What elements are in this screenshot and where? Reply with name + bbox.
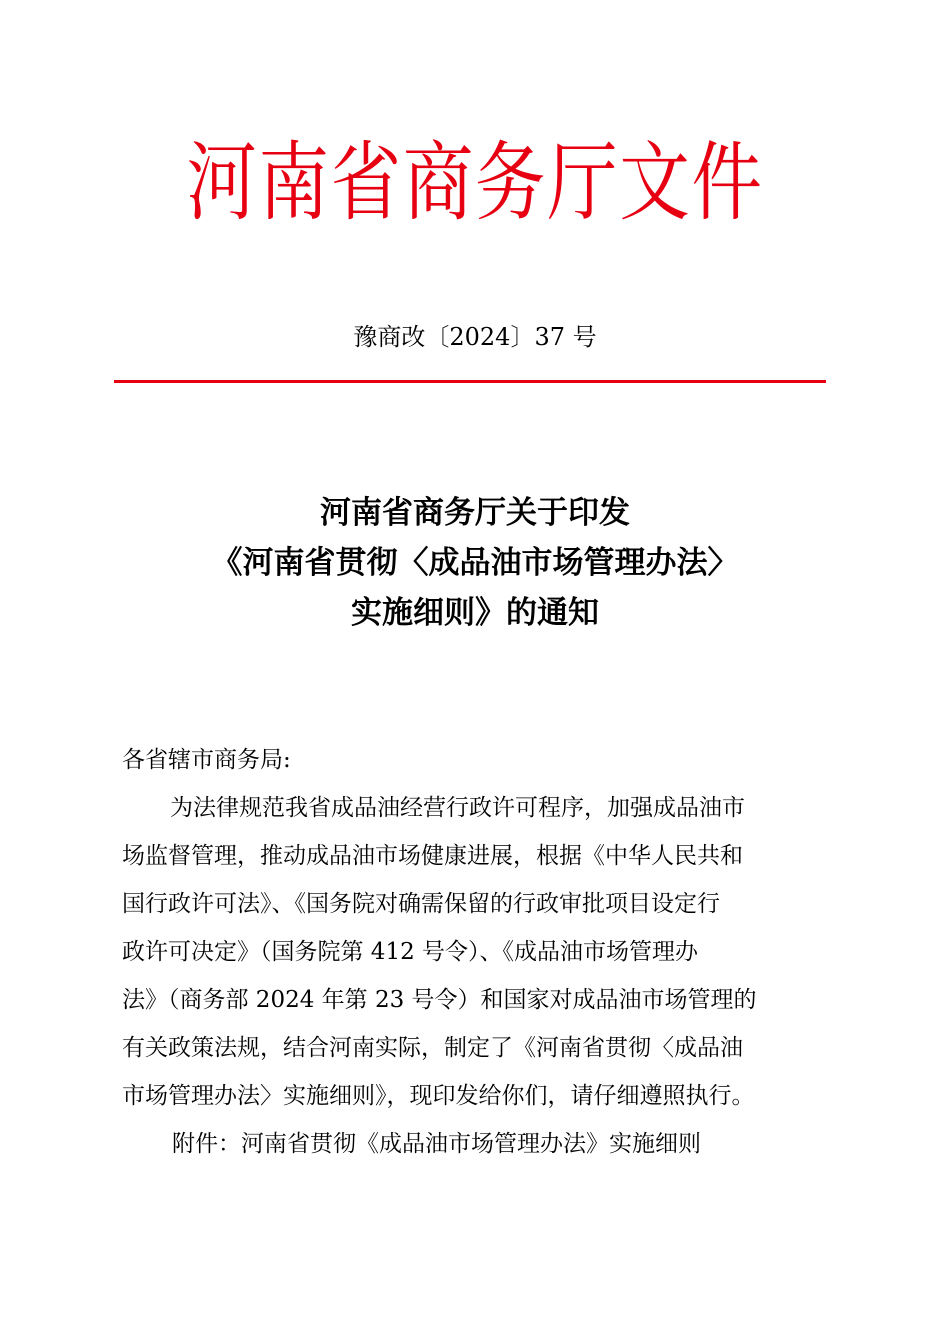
red-divider-rule <box>114 380 826 383</box>
title-line-3: 实施细则》的通知 <box>351 595 599 631</box>
title-line-2: 《河南省贯彻〈成品油市场管理办法〉 <box>211 545 739 581</box>
paragraph-line: 场监督管理，推动成品油市场健康进展，根据《中华人民共和 <box>122 843 743 869</box>
main-paragraph <box>122 784 832 1120</box>
salutation: 各省辖市商务局: <box>122 747 291 773</box>
notice-body <box>122 736 832 1168</box>
paragraph-line: 市场管理办法〉实施细则》，现印发给你们，请仔细遵照执行。 <box>122 1083 755 1109</box>
masthead-title: 河南省商务厅文件 <box>186 133 764 233</box>
paragraph-line: 政许可决定》（国务院第 412 号令）、《成品油市场管理办 <box>122 939 699 965</box>
document-number: 豫商改〔2024〕37 号 <box>353 323 597 351</box>
paragraph-line: 为法律规范我省成品油经营行政许可程序，加强成品油市 <box>170 795 745 821</box>
paragraph-line: 国行政许可法》、《国务院对确需保留的行政审批项目设定行 <box>122 891 720 917</box>
paragraph-line: 有关政策法规，结合河南实际，制定了《河南省贯彻〈成品油 <box>122 1035 743 1061</box>
notice-title <box>0 488 950 638</box>
attachment-note: 附件：河南省贯彻《成品油市场管理办法》实施细则 <box>172 1131 701 1157</box>
paragraph-line: 法》（商务部 2024 年第 23 号令）和国家对成品油市场管理的 <box>122 987 757 1013</box>
title-line-1: 河南省商务厅关于印发 <box>320 495 630 531</box>
